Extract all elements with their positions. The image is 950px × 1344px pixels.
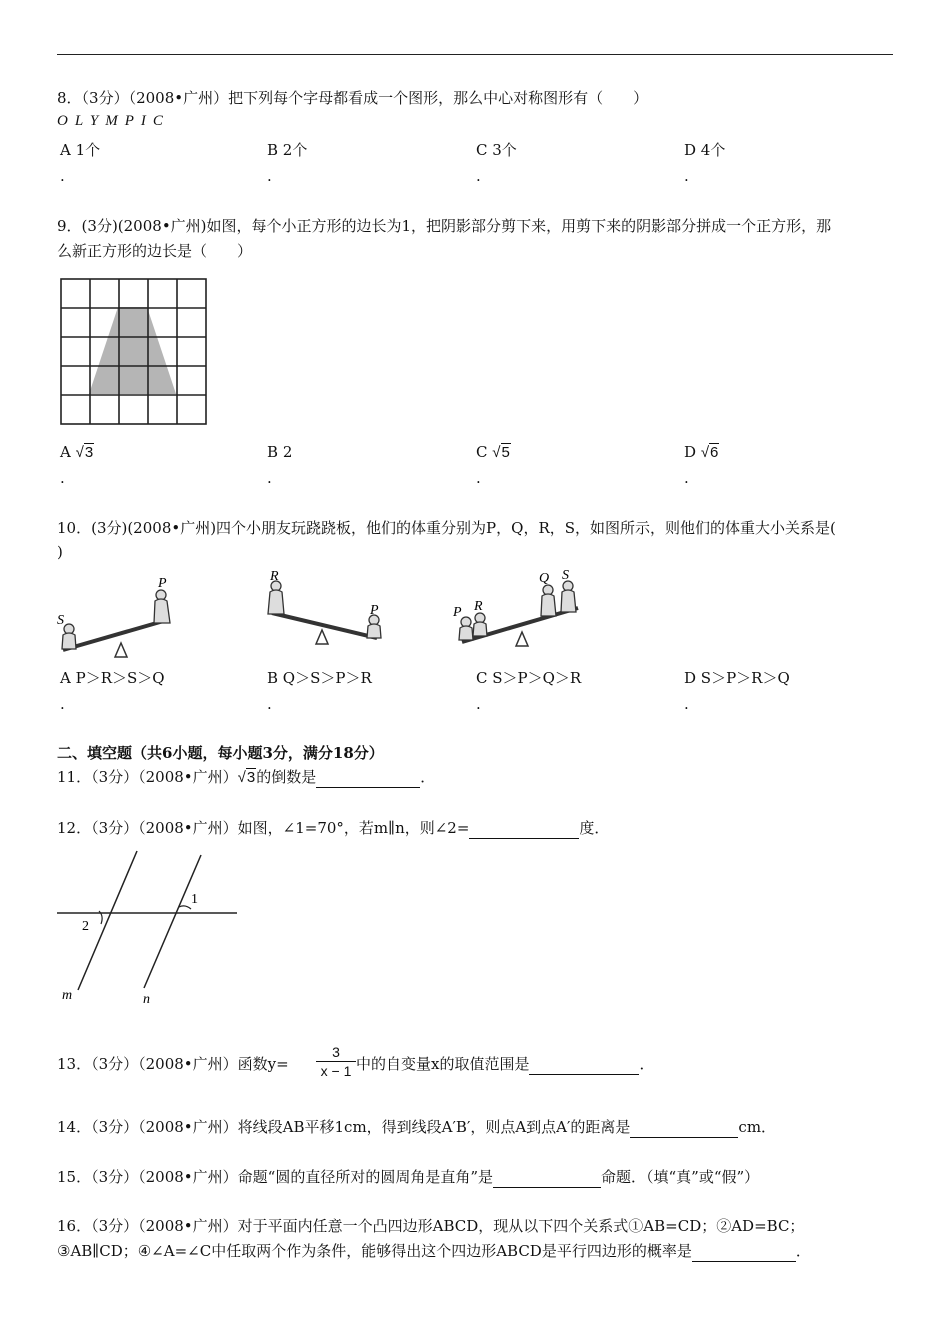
- children-qs-icon: [541, 581, 576, 616]
- section-2-title: 二、填空题（共6小题，每小题3分，满分18分）: [57, 744, 384, 762]
- q9-option-d-sqrt: √6: [700, 444, 719, 461]
- q10-stem-line1: 10．(3分)(2008•广州)四个小朋友玩跷跷板，他们的体重分别为P，Q，R，S，如图所示，则他们的体重大小关系是(: [57, 519, 836, 537]
- q11-end: ．: [420, 768, 436, 786]
- q9-dot: .: [267, 469, 272, 487]
- q10-fig2-label-p: P: [370, 603, 379, 618]
- q10-fig2-label-r: R: [270, 569, 279, 584]
- q10-seesaw-figure-3: [450, 566, 590, 656]
- q9-option-d-letter: D: [684, 443, 697, 461]
- seesaw-board: [63, 620, 167, 650]
- q12-line-m-label: m: [62, 988, 73, 1003]
- q11-answer-blank[interactable]: [316, 767, 420, 788]
- angle-1-arc: [179, 906, 191, 909]
- q14-answer-blank[interactable]: [630, 1117, 738, 1138]
- q10-fig1-label-s: S: [57, 613, 64, 628]
- q12-end: 度．: [579, 819, 610, 837]
- q16-line2-wrap: [57, 1241, 811, 1262]
- q9-option-c-letter: C: [476, 443, 488, 461]
- seesaw-pivot: [516, 632, 528, 646]
- q11-radicand: 3: [246, 769, 256, 786]
- q9-option-c: [476, 442, 511, 463]
- q12-line-n-label: n: [143, 992, 150, 1007]
- q11-suffix: 的倒数是: [256, 768, 317, 786]
- q13-prefix: 13．（3分）（2008•广州）函数y=: [57, 1055, 289, 1073]
- q8-option-a: A 1个: [60, 141, 101, 159]
- q16-line2: ③AB∥CD；④∠A=∠C中任取两个作为条件，能够得出这个四边形ABCD是平行四边形的概率是: [57, 1242, 692, 1260]
- q9-option-a: [60, 442, 94, 463]
- q10-option-a: A P＞R＞S＞Q: [60, 669, 165, 687]
- header-rule: [57, 54, 893, 55]
- q14: [57, 1117, 776, 1138]
- q10-fig3-label-r: R: [474, 599, 483, 614]
- q10-option-d: D S＞P＞R＞Q: [684, 669, 790, 687]
- q10-seesaw-figure-2: [262, 568, 387, 653]
- q12-parallel-lines-figure: [55, 848, 245, 1010]
- q8-dot: .: [684, 167, 689, 185]
- q12-text: 12．（3分）（2008•广州）如图，∠1=70°，若m∥n，则∠2=: [57, 819, 470, 837]
- q14-text: 14．（3分）（2008•广州）将线段AB平移1cm，得到线段A′B′，则点A到点A′的距离是: [57, 1118, 631, 1136]
- q9-option-b-value: 2: [282, 443, 293, 461]
- child-s-icon: [62, 624, 76, 649]
- q12-angle-1-label: 1: [191, 892, 198, 907]
- q9-option-d-radicand: 6: [710, 444, 719, 461]
- q10-stem-line2: ): [57, 543, 63, 561]
- q13-fraction: [316, 1043, 356, 1080]
- q15-end: 命题．（填“真”或“假”）: [601, 1168, 760, 1186]
- q12-answer-blank[interactable]: [469, 818, 579, 839]
- q10-seesaw-figure-1: [55, 575, 180, 660]
- q10-fig3-label-p: P: [453, 605, 462, 620]
- child-r-icon: [268, 581, 284, 614]
- q9-shaded-trapezoid: [89, 307, 176, 394]
- child-p-icon: [367, 615, 381, 638]
- q10-fig3-label-s: S: [562, 568, 569, 583]
- q9-option-b: [267, 442, 292, 462]
- q8-stem: 8．（3分）（2008•广州）把下列每个字母都看成一个图形，那么中心对称图形有（ ）: [57, 89, 649, 107]
- q10-fig1-label-p: P: [158, 576, 167, 591]
- q15: [57, 1167, 759, 1188]
- q9-dot: .: [60, 469, 65, 487]
- q15-text: 15．（3分）（2008•广州）命题“圆的直径所对的圆周角是直角”是: [57, 1168, 493, 1186]
- seesaw-pivot: [316, 630, 328, 644]
- q9-grid-figure: [60, 278, 208, 426]
- q9-stem-line1: 9．(3分)(2008•广州)如图，每个小正方形的边长为1，把阴影部分剪下来，用剪下来的阴影部分拼成一个正方形，那: [57, 217, 832, 235]
- q10-option-b: B Q＞S＞P＞R: [267, 669, 372, 687]
- q12-angle-2-label: 2: [82, 919, 89, 934]
- q10-dot: .: [684, 695, 689, 713]
- q10-dot: .: [60, 695, 65, 713]
- line-n: [144, 855, 201, 988]
- q8-dot: .: [267, 167, 272, 185]
- q9-stem-line2: 么新正方形的边长是（ ）: [57, 242, 253, 260]
- q10-dot: .: [267, 695, 272, 713]
- q13-suffix: 中的自变量x的取值范围是: [356, 1055, 530, 1073]
- q10-fig3-label-q: Q: [539, 571, 550, 586]
- q12: [57, 818, 609, 839]
- children-pr-icon: [459, 613, 487, 640]
- q8-option-c: C 3个: [476, 141, 517, 159]
- q8-option-d: D 4个: [684, 141, 726, 159]
- q9-dot: .: [684, 469, 689, 487]
- seesaw-pivot: [115, 643, 127, 657]
- q9-option-b-letter: B: [267, 443, 279, 461]
- q9-option-d: [684, 442, 719, 463]
- child-p-icon: [154, 590, 170, 623]
- q15-answer-blank[interactable]: [493, 1167, 601, 1188]
- q10-option-c: C S＞P＞Q＞R: [476, 669, 582, 687]
- q13-denominator: x − 1: [320, 1063, 352, 1079]
- q9-option-a-sqrt: √3: [75, 444, 94, 461]
- q8-dot: .: [60, 167, 65, 185]
- q11: [57, 767, 435, 788]
- q9-dot: .: [476, 469, 481, 487]
- q8-dot: .: [476, 167, 481, 185]
- q16-end: ．: [795, 1242, 811, 1260]
- q9-option-c-radicand: 5: [501, 444, 510, 461]
- q13-end: ．: [639, 1055, 655, 1073]
- q13-numerator: 3: [316, 1043, 356, 1062]
- q11-prefix: 11．（3分）（2008•广州）: [57, 768, 238, 786]
- q9-option-c-sqrt: √5: [492, 444, 510, 461]
- q10-dot: .: [476, 695, 481, 713]
- q13-tail: [356, 1054, 654, 1075]
- q16-line1: 16．（3分）（2008•广州）对于平面内任意一个凸四边形ABCD，现从以下四个关系式①AB=CD；②AD=BC；: [57, 1217, 805, 1235]
- q9-option-a-letter: A: [60, 443, 71, 461]
- q13-answer-blank[interactable]: [529, 1054, 639, 1075]
- q16-answer-blank[interactable]: [692, 1241, 796, 1262]
- q9-option-a-radicand: 3: [84, 444, 94, 461]
- q14-end: cm．: [738, 1118, 777, 1136]
- q8-option-b: B 2个: [267, 141, 308, 159]
- q11-sqrt: √3: [237, 769, 256, 786]
- q8-letters: OLYMPIC: [57, 113, 170, 129]
